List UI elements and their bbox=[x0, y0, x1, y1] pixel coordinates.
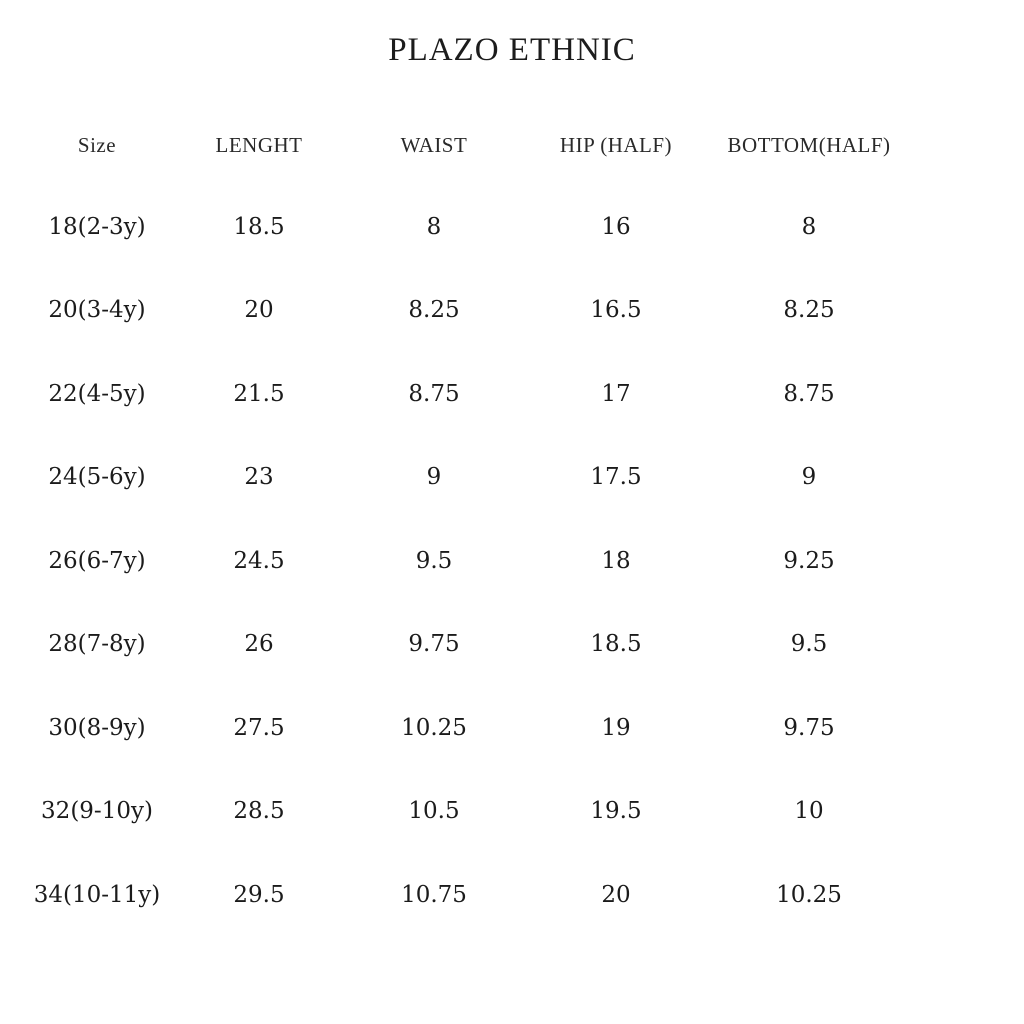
cell-bottom_half: 8.25 bbox=[783, 297, 835, 324]
cell-waist: 8 bbox=[426, 213, 442, 240]
column-header-size: Size bbox=[77, 132, 117, 157]
cell-length: 18.5 bbox=[233, 213, 285, 240]
cell-bottom_half: 9.5 bbox=[790, 631, 828, 658]
cell-hip_half: 18 bbox=[601, 547, 631, 574]
cell-waist: 10.5 bbox=[408, 798, 460, 825]
cell-hip_half: 17.5 bbox=[590, 464, 642, 491]
cell-length: 27.5 bbox=[233, 714, 285, 741]
cell-hip_half: 20 bbox=[601, 881, 631, 908]
cell-hip_half: 19 bbox=[601, 714, 631, 741]
cell-bottom_half: 8.75 bbox=[783, 380, 835, 407]
cell-size: 20(3-4y) bbox=[48, 297, 146, 324]
column-header-waist: WAIST bbox=[400, 132, 468, 157]
table-row bbox=[20, 853, 910, 937]
cell-waist: 9 bbox=[426, 464, 442, 491]
table-row bbox=[20, 603, 910, 687]
cell-hip_half: 18.5 bbox=[590, 631, 642, 658]
cell-hip_half: 19.5 bbox=[590, 798, 642, 825]
table-row bbox=[20, 686, 910, 770]
table-row bbox=[20, 269, 910, 353]
table-row bbox=[20, 185, 910, 269]
cell-length: 20 bbox=[244, 297, 274, 324]
cell-waist: 8.75 bbox=[408, 380, 460, 407]
cell-size: 18(2-3y) bbox=[48, 213, 146, 240]
cell-length: 23 bbox=[244, 464, 274, 491]
header-row bbox=[20, 105, 910, 185]
cell-waist: 10.75 bbox=[401, 881, 467, 908]
cell-bottom_half: 9.75 bbox=[783, 714, 835, 741]
table-row bbox=[20, 770, 910, 854]
cell-length: 26 bbox=[244, 631, 274, 658]
cell-size: 24(5-6y) bbox=[48, 464, 146, 491]
table-body bbox=[20, 185, 910, 937]
column-header-bottom-half: BOTTOM(HALF) bbox=[727, 132, 891, 157]
cell-length: 24.5 bbox=[233, 547, 285, 574]
table-row bbox=[20, 352, 910, 436]
page-title: PLAZO ETHNIC bbox=[388, 32, 636, 68]
cell-size: 34(10-11y) bbox=[33, 881, 161, 908]
cell-waist: 8.25 bbox=[408, 297, 460, 324]
cell-length: 29.5 bbox=[233, 881, 285, 908]
cell-bottom_half: 9.25 bbox=[783, 547, 835, 574]
cell-bottom_half: 10.25 bbox=[776, 881, 842, 908]
cell-size: 30(8-9y) bbox=[48, 714, 146, 741]
size-chart-table bbox=[20, 105, 910, 937]
column-header-length: LENGHT bbox=[215, 132, 303, 157]
cell-waist: 10.25 bbox=[401, 714, 467, 741]
cell-size: 32(9-10y) bbox=[41, 798, 153, 825]
cell-bottom_half: 10 bbox=[794, 798, 824, 825]
cell-size: 28(7-8y) bbox=[48, 631, 146, 658]
cell-hip_half: 17 bbox=[601, 380, 631, 407]
cell-hip_half: 16 bbox=[601, 213, 631, 240]
column-header-hip-half: HIP (HALF) bbox=[559, 132, 673, 157]
cell-bottom_half: 8 bbox=[801, 213, 817, 240]
table-row bbox=[20, 519, 910, 603]
cell-size: 26(6-7y) bbox=[48, 547, 146, 574]
cell-waist: 9.75 bbox=[408, 631, 460, 658]
cell-length: 21.5 bbox=[233, 380, 285, 407]
cell-bottom_half: 9 bbox=[801, 464, 817, 491]
cell-size: 22(4-5y) bbox=[48, 380, 146, 407]
cell-waist: 9.5 bbox=[415, 547, 453, 574]
table-row bbox=[20, 436, 910, 520]
cell-hip_half: 16.5 bbox=[590, 297, 642, 324]
cell-length: 28.5 bbox=[233, 798, 285, 825]
